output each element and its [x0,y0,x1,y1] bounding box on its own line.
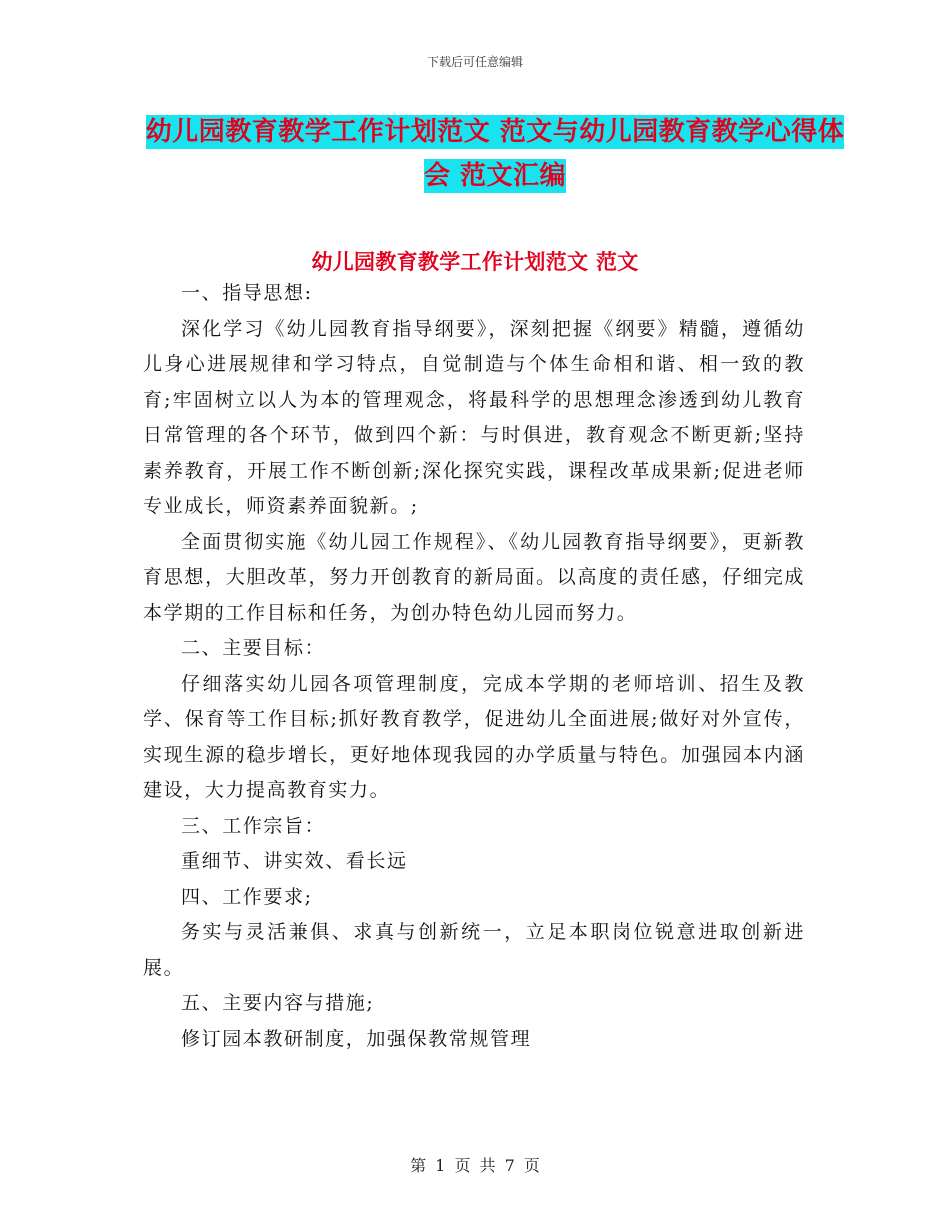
heading-main-goals: 二、主要目标： [181,637,326,659]
paragraph-main-goals: 仔细落实幼儿园各项管理制度，完成本学期的老师培训、招生及教学、保育等工作目标;抓好教育教学，促进幼儿全面进展;做好对外宣传，实现生源的稳步增长，更好地体现我园的办学质量与特色。加强园本内涵建设，大力提高教育实力。 [143,672,805,801]
heading-content-measures: 五、主要内容与措施; [181,992,375,1014]
paragraph-work-requirements: 务实与灵活兼俱、求真与创新统一，立足本职岗位锐意进取创新进展。 [143,921,805,979]
section-title: 幼儿园教育教学工作计划范文 范文 [311,250,639,274]
paragraph-content-measures: 修订园本教研制度，加强保教常规管理 [181,1027,532,1050]
paragraph-guiding-ideology: 深化学习《幼儿园教育指导纲要》，深刻把握《纲要》精髓，遵循幼儿身心进展规律和学习特点，自觉制造与个体生命相和谐、相一致的教育;牢固树立以人为本的管理观念，将最科学的思想理念渗透到幼儿教育日常管理的各个环节，做到四个新：与时俱进，教育观念不断更新;坚持素养教育，开展工作不断创新;深化探究实践，课程改革成果新;促进老师专业成长，师资素养面貌新。; [143,317,805,517]
page-number-footer: 第 1 页 共 7 页 [410,1156,540,1175]
document-title [140,110,850,198]
document-body [143,276,805,1057]
heading-guiding-ideology: 一、指导思想: [181,282,313,304]
heading-work-tenet: 三、工作宗旨： [181,814,326,837]
document-title-text: 幼儿园教育教学工作计划范文 范文与幼儿园教育教学心得体会 范文汇编 [145,117,845,191]
header-note: 下载后可任意编辑 [426,55,523,69]
paragraph-work-tenet: 重细节、讲实效、看长远 [181,850,408,872]
paragraph-implementation: 全面贯彻实施《幼儿园工作规程》、《幼儿园教育指导纲要》，更新教育思想，大胆改革，努力开创教育的新局面。以高度的责任感，仔细完成本学期的工作目标和任务，为创办特色幼儿园而努力。 [143,530,805,624]
heading-work-requirements: 四、工作要求; [181,885,313,908]
